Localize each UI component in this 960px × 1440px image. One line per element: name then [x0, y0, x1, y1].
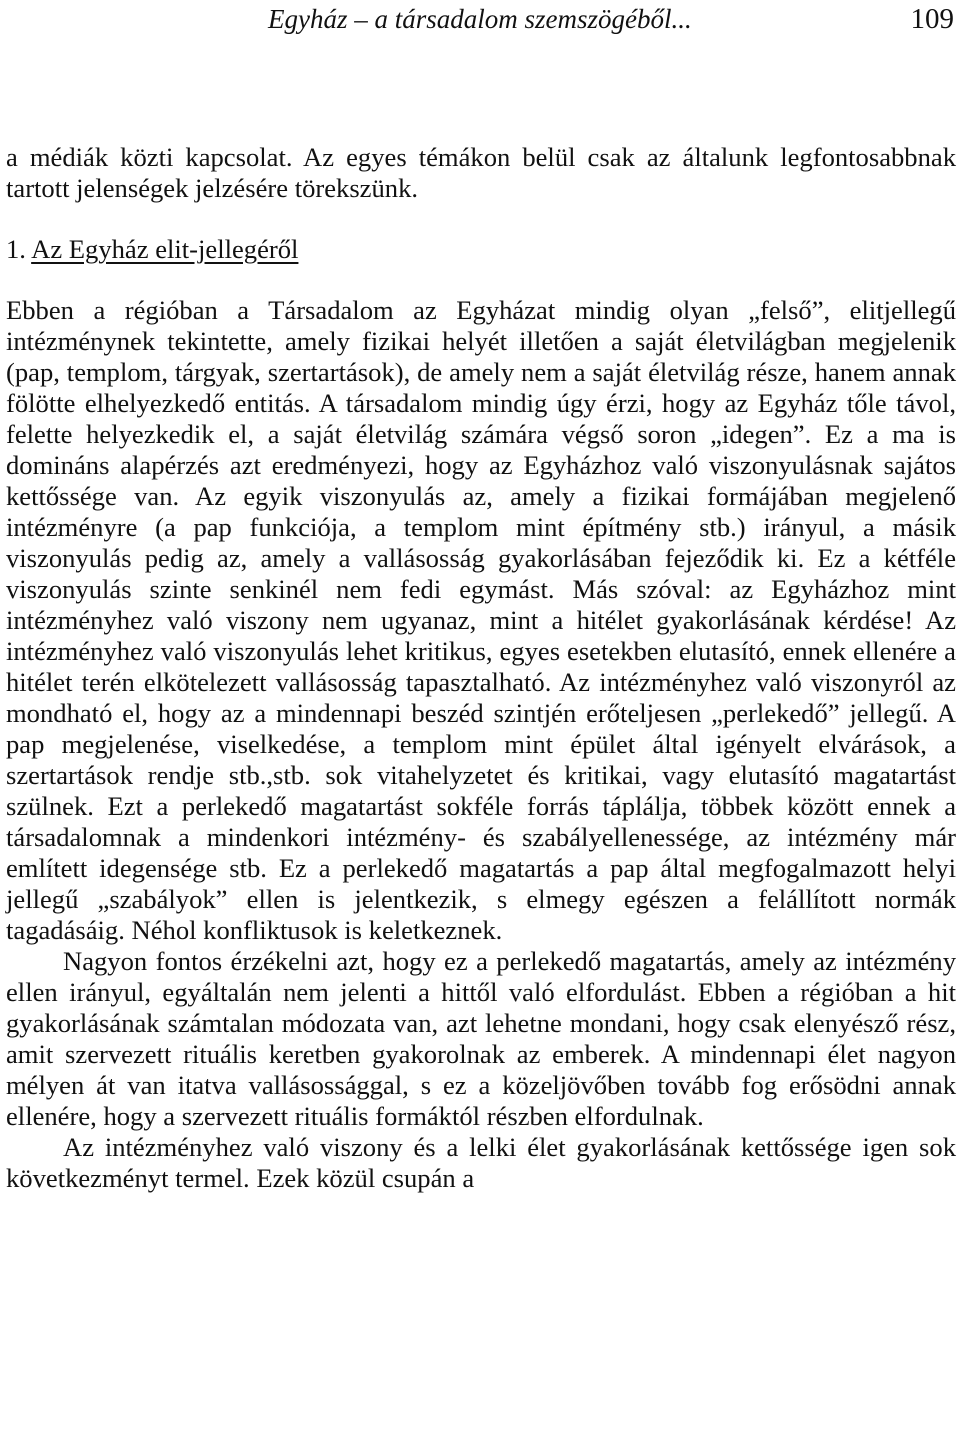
section-heading — [6, 234, 956, 265]
paragraph: Nagyon fontos érzékelni azt, hogy ez a perlekedő magatartás, amely az intézmény ellen irányul, egyáltalán nem jelenti a hittől való elfordulást. Ebben a régióban a hit gyakorlásának számtalan módozata van, azt lehetne mondani, hogy csak elenyésző rész, amit szervezett rituális keretben gyakorolnak az emberek. A mindennapi élet nagyon mélyen át van itatva vallásossággal, s ez a közeljövőben tovább fog erősödni annak ellenére, hogy a szervezett rituális formáktól részben elfordulnak. — [6, 946, 956, 1131]
running-title: Egyház – a társadalom szemszögéből... — [268, 4, 692, 34]
intro-paragraph: a médiák közti kapcsolat. Az egyes témákon belül csak az általunk legfontosabbnak tartott jelenségek jelzésére törekszünk. — [6, 142, 956, 203]
body-text — [6, 142, 956, 1194]
page-number: 109 — [910, 3, 954, 35]
section-number: 1. — [6, 234, 26, 264]
section-title: Az Egyház elit-jellegéről — [31, 234, 299, 264]
running-header — [0, 0, 960, 40]
paragraph: Ebben a régióban a Társadalom az Egyházat mindig olyan „felső”, elitjellegű intézménynek tekintette, amely fizikai helyét illetően a saját életvilágban megjelenik (pap, templom, tárgyak, szertartások), de amely nem a saját életvilág része, hanem annak fölötte elhelyezkedő entitás. A társadalom mindig úgy érzi, hogy az Egyház tőle távol, felette helyezkedik el, a saját életvilág számára végső soron „idegen”. Ez a ma is domináns alapérzés azt eredményezi, hogy az Egyházhoz való viszonyulásnak sajátos kettőssége van. Az egyik viszonyulás az, amely a fizikai formájában megjelenő intézményre (a pap funkciója, a templom mint építmény stb.) irányul, a másik viszonyulás pedig az, amely a vallásosság gyakorlásában fejeződik ki. Ez a kétféle viszonyulás szinte senkinél nem fedi egymást. Más szóval: az Egyházhoz mint intézményhez való viszony nem ugyanaz, mint a hitélet gyakorlásának kérdése! Az intézményhez való viszonyulás lehet kritikus, egyes esetekben elutasító, ennek ellenére a hitélet terén elkötelezett vallásosság tapasztalható. Az intézményhez való viszonyról az mondható el, hogy az a mindennapi beszéd szintjén erőteljesen „perlekedő” jellegű. A pap megjelenése, viselkedése, a templom mint épület által igényelt elvárások, a szertartások rendje stb.,stb. sok vitahelyzetet és kritikai, vagy elutasító magatartást szülnek. Ezt a perlekedő magatartást sokféle forrás táplálja, többek között ennek a társadalomnak a mindenkori intézmény- és szabályellenessége, az intézmény már említett idegensége stb. Ez a perlekedő magatartás a pap által megfogalmazott helyi jellegű „szabályok” ellen is jelentkezik, s elmegy egészen a felállított normák tagadásáig. Néhol konfliktusok is keletkeznek. — [6, 295, 956, 945]
paragraph: Az intézményhez való viszony és a lelki élet gyakorlásának kettőssége igen sok következményt termel. Ezek közül csupán a — [6, 1132, 956, 1193]
